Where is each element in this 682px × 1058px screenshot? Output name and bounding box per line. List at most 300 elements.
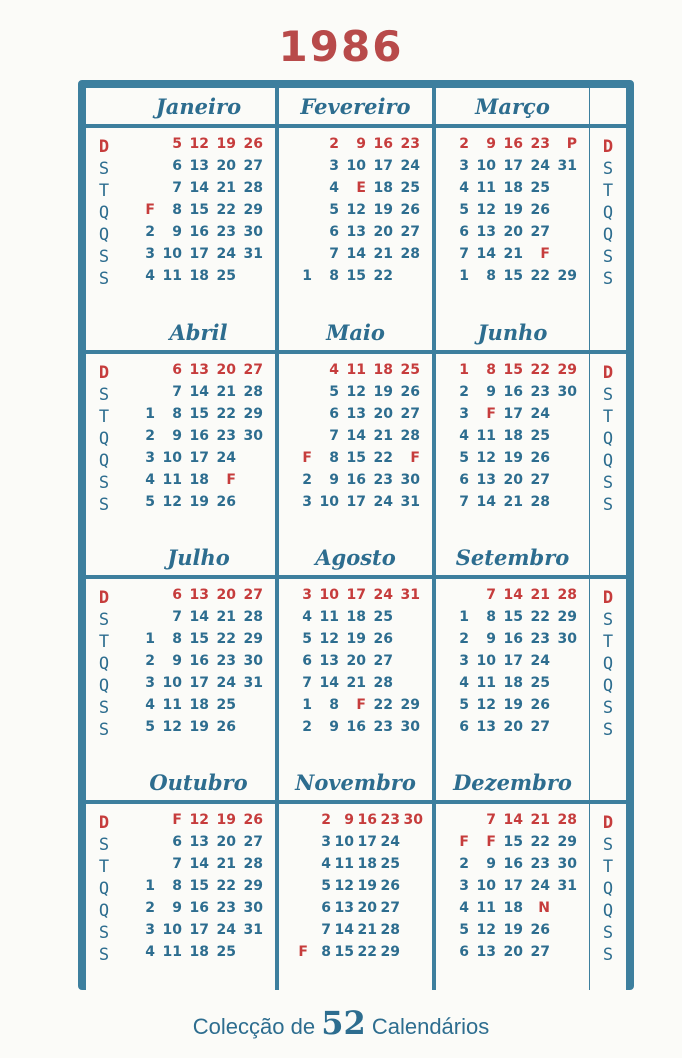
weekday-letter: Q: [98, 901, 110, 921]
day-cell: [285, 362, 312, 384]
weekday-letter: S: [98, 495, 110, 515]
week-row: [442, 246, 577, 268]
day-cell: 3: [459, 158, 469, 174]
day-cell: 31: [243, 675, 263, 691]
day-cell: 9: [172, 428, 182, 444]
day-cell: 22: [373, 268, 393, 284]
day-cell: 18: [189, 697, 209, 713]
week-row: [128, 158, 263, 180]
day-cell: 1: [145, 631, 155, 647]
week-row: [285, 812, 423, 834]
day-cell: 26: [243, 136, 263, 152]
day-cell: F: [486, 406, 496, 422]
weekday-letter: Q: [602, 879, 614, 899]
day-cell: 12: [476, 450, 496, 466]
month-name: Janeiro: [122, 88, 275, 124]
day-cell: 17: [189, 922, 209, 938]
day-cell: 2: [459, 384, 469, 400]
day-cell: 2: [302, 719, 312, 735]
day-cell: 4: [145, 697, 155, 713]
month-days: [279, 804, 432, 990]
day-cell: 7: [172, 856, 182, 872]
day-cell: 20: [503, 472, 523, 488]
strip-header-cell: [590, 88, 626, 124]
day-cell: 28: [530, 494, 550, 510]
week-row: [442, 609, 577, 631]
day-cell: 2: [145, 900, 155, 916]
day-cell: [236, 719, 263, 741]
day-cell: [550, 900, 577, 922]
day-cell: 9: [329, 719, 339, 735]
day-cell: 14: [346, 246, 366, 262]
day-cell: 21: [357, 922, 377, 938]
week-row: [128, 900, 263, 922]
day-cell: [550, 406, 577, 428]
week-row: [285, 697, 420, 719]
day-cell: 18: [346, 609, 366, 625]
day-cell: F: [410, 450, 420, 466]
day-cell: 28: [373, 675, 393, 691]
day-cell: 3: [329, 158, 339, 174]
weekday-strip-right: [590, 354, 626, 540]
week-row: [128, 136, 263, 158]
day-cell: 2: [321, 812, 331, 828]
week-row: [442, 878, 577, 900]
day-cell: 26: [243, 812, 263, 828]
footer-prefix: Colecção de: [192, 1014, 316, 1039]
day-cell: 24: [373, 587, 393, 603]
day-cell: [550, 653, 577, 675]
weekday-letter: Q: [98, 429, 110, 449]
day-cell: 18: [373, 180, 393, 196]
week-row: [128, 246, 263, 268]
week-row: [128, 653, 263, 675]
week-row: [442, 631, 577, 653]
week-row: [128, 180, 263, 202]
day-cell: 16: [346, 472, 366, 488]
day-cell: 30: [243, 224, 263, 240]
strip-header-cell: [590, 764, 626, 800]
day-cell: 15: [189, 878, 209, 894]
weekday-letter: Q: [602, 451, 614, 471]
day-cell: 1: [302, 268, 312, 284]
day-cell: 6: [459, 944, 469, 960]
day-cell: 17: [503, 406, 523, 422]
month-name: Novembro: [279, 764, 432, 800]
day-cell: 14: [189, 180, 209, 196]
day-cell: 31: [400, 494, 420, 510]
day-cell: [128, 158, 155, 180]
day-cell: 5: [459, 202, 469, 218]
weekday-letter: S: [98, 698, 110, 718]
day-cell: 11: [476, 180, 496, 196]
week-row: [442, 406, 577, 428]
week-row: [128, 922, 263, 944]
day-cell: F: [226, 472, 236, 488]
day-cell: 15: [189, 406, 209, 422]
day-cell: 8: [321, 944, 331, 960]
week-row: [285, 136, 420, 158]
day-cell: 11: [162, 944, 182, 960]
day-cell: 12: [319, 631, 339, 647]
day-cell: 21: [216, 384, 236, 400]
weekday-letter: Q: [98, 676, 110, 696]
day-cell: 28: [243, 180, 263, 196]
day-cell: [285, 878, 308, 900]
weekday-letter: S: [602, 720, 614, 740]
day-cell: 1: [145, 878, 155, 894]
day-cell: 22: [216, 878, 236, 894]
day-cell: [550, 246, 577, 268]
day-cell: 16: [189, 428, 209, 444]
day-cell: 22: [530, 609, 550, 625]
day-cell: 12: [162, 494, 182, 510]
day-cell: 19: [189, 494, 209, 510]
day-cell: 6: [459, 719, 469, 735]
weekday-letter: D: [98, 363, 110, 383]
day-cell: [550, 180, 577, 202]
day-cell: 23: [530, 856, 550, 872]
day-cell: [550, 450, 577, 472]
day-cell: 29: [243, 878, 263, 894]
day-cell: [400, 856, 423, 878]
day-cell: 21: [503, 494, 523, 510]
day-cell: 1: [459, 268, 469, 284]
day-cell: 3: [145, 246, 155, 262]
weekday-letter: Q: [602, 676, 614, 696]
day-cell: 23: [380, 812, 400, 828]
day-cell: 22: [373, 450, 393, 466]
month-days: [122, 579, 275, 765]
day-cell: 5: [145, 494, 155, 510]
day-cell: [285, 834, 308, 856]
day-cell: 27: [373, 653, 393, 669]
day-cell: 17: [189, 450, 209, 466]
day-cell: 30: [243, 428, 263, 444]
day-cell: 17: [346, 494, 366, 510]
day-cell: 29: [380, 944, 400, 960]
day-cell: 11: [476, 900, 496, 916]
weekday-letter: S: [602, 247, 614, 267]
month-days: [279, 354, 432, 540]
day-cell: [128, 587, 155, 609]
week-row: [285, 246, 420, 268]
month-name: Junho: [436, 314, 589, 350]
week-row: [442, 268, 577, 290]
month-days: [436, 579, 589, 765]
day-cell: 24: [216, 450, 236, 466]
day-cell: 13: [476, 224, 496, 240]
day-cell: 2: [302, 472, 312, 488]
day-cell: 16: [503, 136, 523, 152]
strip-header-cell: [86, 314, 122, 350]
day-cell: 28: [243, 384, 263, 400]
weekday-strip-right: [590, 804, 626, 990]
day-cell: 13: [476, 719, 496, 735]
day-cell: [285, 856, 308, 878]
day-cell: 24: [530, 878, 550, 894]
day-cell: 5: [459, 450, 469, 466]
day-cell: 4: [459, 900, 469, 916]
day-cell: [128, 834, 155, 856]
day-cell: 24: [400, 158, 420, 174]
month-days: [122, 804, 275, 990]
day-cell: 25: [400, 180, 420, 196]
weekday-letter: Q: [602, 203, 614, 223]
day-cell: 6: [329, 406, 339, 422]
month-days: [436, 354, 589, 540]
weekday-letter: S: [98, 945, 110, 965]
day-cell: 18: [189, 268, 209, 284]
day-cell: 29: [243, 406, 263, 422]
day-cell: 9: [172, 653, 182, 669]
day-cell: 25: [373, 609, 393, 625]
year-title: 1986: [278, 22, 404, 71]
weekday-letter: D: [98, 588, 110, 608]
day-cell: [550, 697, 577, 719]
week-row: [442, 834, 577, 856]
week-row: [128, 834, 263, 856]
day-cell: F: [172, 812, 182, 828]
day-cell: 2: [459, 136, 469, 152]
day-cell: 18: [189, 944, 209, 960]
week-row: [442, 856, 577, 878]
day-cell: 4: [145, 268, 155, 284]
day-cell: 17: [189, 246, 209, 262]
day-cell: [400, 944, 423, 966]
day-cell: 29: [243, 631, 263, 647]
week-row: [128, 675, 263, 697]
day-cell: 15: [503, 268, 523, 284]
day-cell: 25: [216, 697, 236, 713]
day-cell: [285, 428, 312, 450]
day-cell: 30: [557, 384, 577, 400]
day-cell: 28: [557, 812, 577, 828]
day-cell: 1: [145, 406, 155, 422]
day-cell: 10: [334, 834, 354, 850]
week-row: [442, 384, 577, 406]
weekday-letter: Q: [98, 225, 110, 245]
day-cell: 31: [557, 158, 577, 174]
day-cell: 30: [243, 900, 263, 916]
day-cell: F: [486, 834, 496, 850]
day-cell: 7: [172, 180, 182, 196]
day-cell: 26: [380, 878, 400, 894]
day-cell: 12: [346, 384, 366, 400]
week-row: [128, 450, 263, 472]
day-cell: [236, 944, 263, 966]
day-cell: 15: [334, 944, 354, 960]
day-cell: 14: [346, 428, 366, 444]
day-cell: [550, 922, 577, 944]
week-row: [285, 428, 420, 450]
week-row: [285, 472, 420, 494]
day-cell: 20: [216, 834, 236, 850]
day-cell: 24: [380, 834, 400, 850]
day-cell: 18: [503, 900, 523, 916]
day-cell: 6: [172, 834, 182, 850]
week-row: [442, 697, 577, 719]
weekday-letter: T: [98, 857, 110, 877]
day-cell: 17: [357, 834, 377, 850]
week-row: [128, 719, 263, 741]
day-cell: 18: [503, 180, 523, 196]
day-cell: 1: [459, 609, 469, 625]
day-cell: 27: [380, 900, 400, 916]
week-row: [442, 587, 577, 609]
day-cell: 15: [346, 450, 366, 466]
day-cell: 10: [476, 653, 496, 669]
week-row: [442, 180, 577, 202]
day-cell: [285, 158, 312, 180]
day-cell: F: [356, 697, 366, 713]
footer-number: 52: [321, 1004, 366, 1042]
day-cell: 8: [172, 202, 182, 218]
day-cell: 17: [346, 587, 366, 603]
week-row: [128, 428, 263, 450]
footer-suffix: Calendários: [371, 1014, 490, 1039]
day-cell: 30: [400, 719, 420, 735]
day-cell: 7: [321, 922, 331, 938]
week-row: [442, 158, 577, 180]
week-row: [442, 812, 577, 834]
day-cell: 24: [216, 922, 236, 938]
month-days: [122, 354, 275, 540]
day-cell: 6: [172, 158, 182, 174]
day-cell: 25: [216, 944, 236, 960]
day-cell: 28: [400, 428, 420, 444]
day-cell: 28: [243, 856, 263, 872]
day-cell: 12: [476, 202, 496, 218]
day-cell: 11: [162, 268, 182, 284]
day-cell: [393, 631, 420, 653]
week-row: [128, 697, 263, 719]
strip-header-cell: [590, 539, 626, 575]
day-cell: 18: [503, 428, 523, 444]
weekday-strip-right: [590, 579, 626, 765]
day-cell: 17: [189, 675, 209, 691]
day-cell: 13: [334, 900, 354, 916]
day-cell: 16: [503, 384, 523, 400]
day-cell: 3: [459, 878, 469, 894]
day-cell: 8: [329, 450, 339, 466]
day-cell: 3: [302, 494, 312, 510]
day-cell: 24: [216, 246, 236, 262]
day-cell: 16: [503, 631, 523, 647]
day-cell: 31: [243, 922, 263, 938]
day-cell: 26: [400, 202, 420, 218]
weekday-letter: D: [98, 813, 110, 833]
month-days: [436, 128, 589, 314]
day-cell: 12: [476, 697, 496, 713]
day-cell: 24: [216, 675, 236, 691]
day-cell: 26: [216, 719, 236, 735]
week-row: [128, 878, 263, 900]
day-cell: 24: [530, 406, 550, 422]
day-cell: [236, 268, 263, 290]
day-cell: 18: [373, 362, 393, 378]
day-cell: 29: [243, 202, 263, 218]
week-row: [285, 268, 420, 290]
day-cell: 20: [216, 158, 236, 174]
day-cell: P: [566, 136, 577, 152]
day-cell: 17: [373, 158, 393, 174]
day-cell: 16: [373, 136, 393, 152]
day-cell: 20: [373, 406, 393, 422]
weekday-letter: S: [602, 610, 614, 630]
day-cell: 9: [486, 631, 496, 647]
day-cell: 4: [329, 180, 339, 196]
day-cell: F: [540, 246, 550, 262]
day-cell: 10: [162, 450, 182, 466]
day-cell: 31: [400, 587, 420, 603]
day-cell: 11: [346, 362, 366, 378]
weekday-letter: Q: [98, 203, 110, 223]
day-cell: F: [145, 202, 155, 218]
week-row: [442, 362, 577, 384]
day-cell: 31: [557, 878, 577, 894]
weekday-letter: T: [98, 632, 110, 652]
day-cell: 29: [400, 697, 420, 713]
day-cell: 6: [321, 900, 331, 916]
day-cell: 8: [329, 268, 339, 284]
day-cell: 13: [476, 944, 496, 960]
weekday-strip-left: [86, 579, 122, 765]
day-cell: 19: [346, 631, 366, 647]
day-cell: 22: [530, 362, 550, 378]
week-row: [128, 494, 263, 516]
day-cell: 9: [172, 224, 182, 240]
week-row: [285, 834, 423, 856]
day-cell: 11: [162, 697, 182, 713]
day-cell: [550, 224, 577, 246]
day-cell: 10: [346, 158, 366, 174]
weekday-letter: Q: [98, 451, 110, 471]
day-cell: 9: [329, 472, 339, 488]
day-cell: 27: [400, 406, 420, 422]
day-cell: 23: [373, 719, 393, 735]
weekday-letter: S: [602, 159, 614, 179]
day-cell: 19: [189, 719, 209, 735]
week-row: [285, 856, 423, 878]
week-row: [285, 900, 423, 922]
week-row: [442, 675, 577, 697]
week-row: [285, 180, 420, 202]
day-cell: 30: [400, 472, 420, 488]
week-row: [285, 631, 420, 653]
day-cell: 28: [380, 922, 400, 938]
day-cell: 14: [503, 587, 523, 603]
day-cell: 14: [189, 384, 209, 400]
day-cell: 25: [530, 180, 550, 196]
weekday-letter: T: [602, 632, 614, 652]
day-cell: 21: [216, 180, 236, 196]
month-name: Maio: [279, 314, 432, 350]
day-cell: 29: [557, 609, 577, 625]
day-cell: 14: [189, 609, 209, 625]
day-cell: 8: [329, 697, 339, 713]
day-cell: 7: [486, 812, 496, 828]
day-cell: 17: [503, 653, 523, 669]
day-cell: 11: [476, 428, 496, 444]
day-cell: 21: [530, 587, 550, 603]
day-cell: 3: [459, 406, 469, 422]
day-cell: 4: [459, 428, 469, 444]
month-name: Setembro: [436, 539, 589, 575]
day-cell: 4: [145, 472, 155, 488]
week-row: [285, 944, 423, 966]
month-name: Abril: [122, 314, 275, 350]
